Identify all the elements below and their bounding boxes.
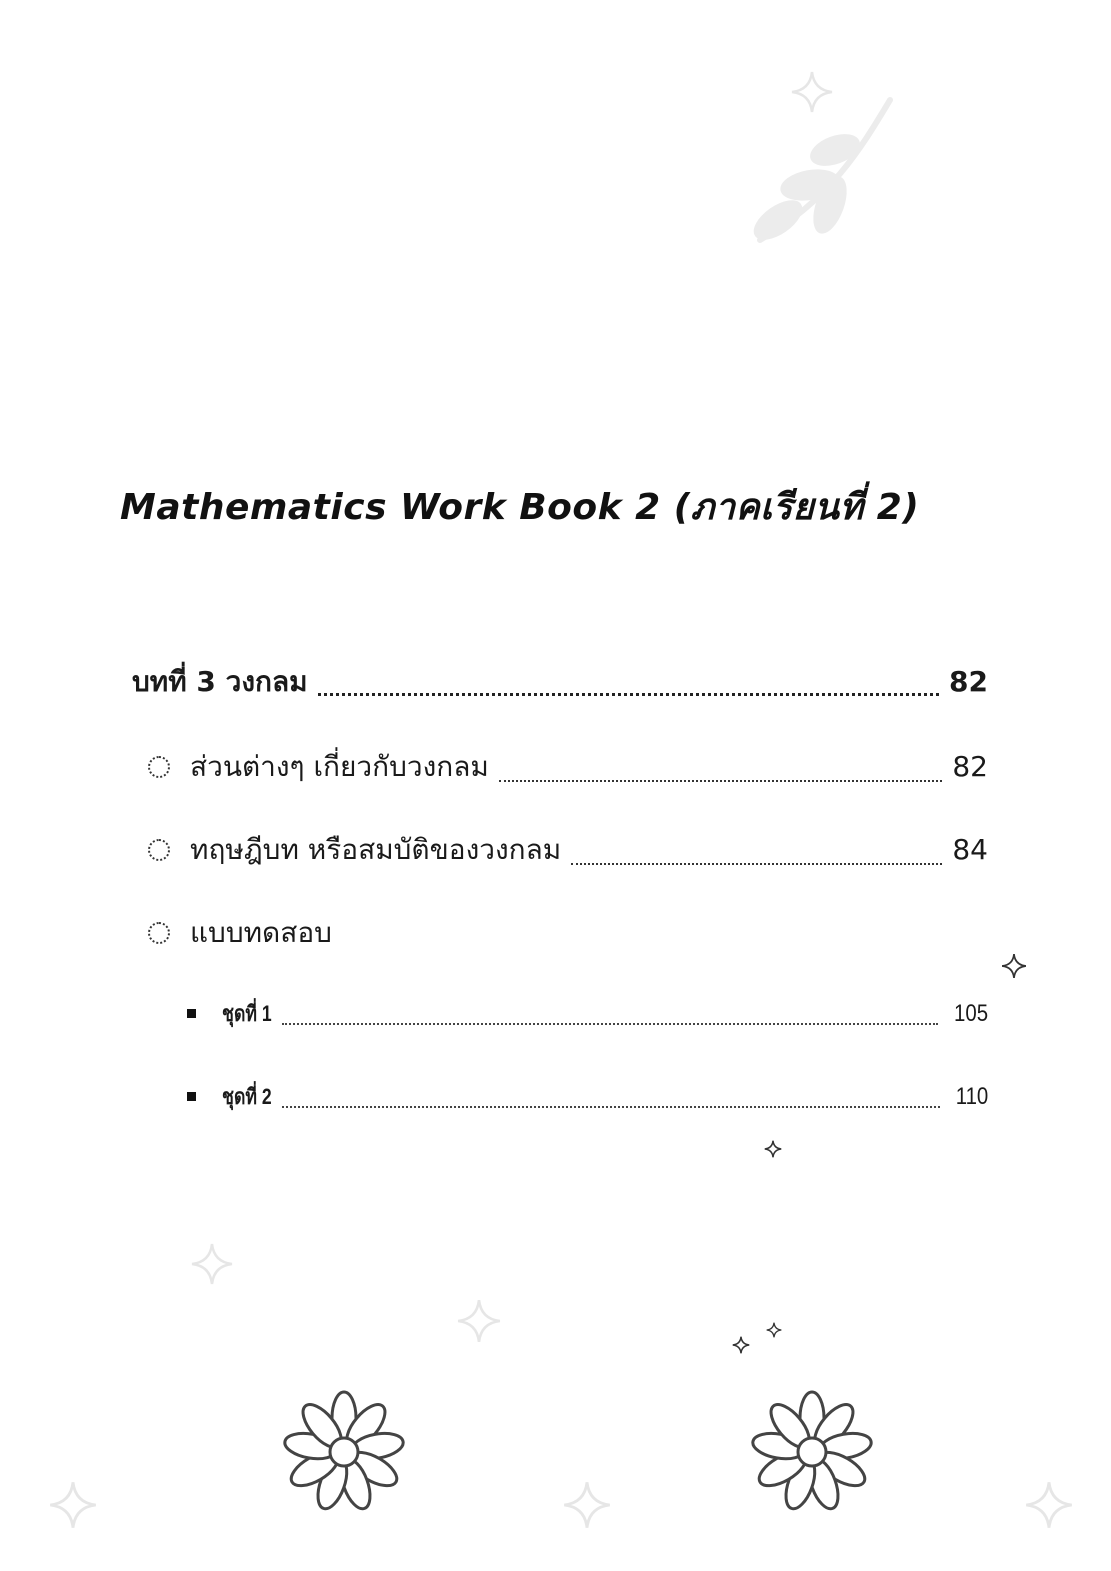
dot-leader (499, 780, 943, 782)
toc-page-number: 82 (949, 665, 988, 698)
dot-leader (318, 693, 939, 696)
sparkle-icon (190, 1242, 234, 1286)
toc-page-number: 105 (953, 1000, 988, 1027)
dotted-circle-bullet-icon (148, 756, 170, 778)
toc-subsection-row[interactable] (187, 1079, 988, 1114)
sparkle-icon (732, 1336, 750, 1354)
sparkle-icon (456, 1298, 502, 1344)
square-bullet-icon (187, 1092, 196, 1101)
sparkle-icon (764, 1140, 782, 1158)
page-title: Mathematics Work Book 2 (ภาคเรียนที่ 2) (120, 487, 920, 528)
toc-section-row[interactable] (148, 745, 988, 789)
dot-leader (282, 1106, 940, 1108)
sparkle-icon (766, 1322, 782, 1338)
toc-section-row[interactable] (148, 828, 988, 872)
dot-leader (571, 863, 942, 865)
toc-page-number: 82 (952, 750, 988, 783)
flower-icon (282, 1390, 406, 1514)
sparkle-icon (562, 1480, 612, 1530)
dotted-circle-bullet-icon (148, 839, 170, 861)
toc-section-row[interactable] (148, 911, 988, 955)
toc-section-label: ทฤษฎีบท หรือสมบัติของวงกลม (190, 833, 562, 866)
sparkle-icon (790, 70, 834, 114)
leaf-branch-icon (740, 90, 910, 260)
toc-subsection-label: ชุดที่ 2 (222, 1084, 272, 1109)
toc-page-number: 110 (955, 1083, 988, 1110)
flower-icon (750, 1390, 874, 1514)
toc-chapter-row[interactable] (132, 660, 988, 704)
sparkle-icon (48, 1480, 98, 1530)
dot-leader (282, 1023, 938, 1025)
toc-section-label: ส่วนต่างๆ เกี่ยวกับวงกลม (190, 750, 489, 783)
toc-subsection-row[interactable] (187, 996, 988, 1031)
dotted-circle-bullet-icon (148, 922, 170, 944)
toc-page-number: 84 (952, 833, 988, 866)
square-bullet-icon (187, 1009, 196, 1018)
sparkle-icon (1001, 953, 1027, 979)
toc-chapter-label: บทที่ 3 วงกลม (132, 665, 308, 698)
sparkle-icon (1024, 1480, 1074, 1530)
toc-subsection-label: ชุดที่ 1 (222, 1001, 272, 1026)
toc-section-label: แบบทดสอบ (190, 916, 332, 949)
